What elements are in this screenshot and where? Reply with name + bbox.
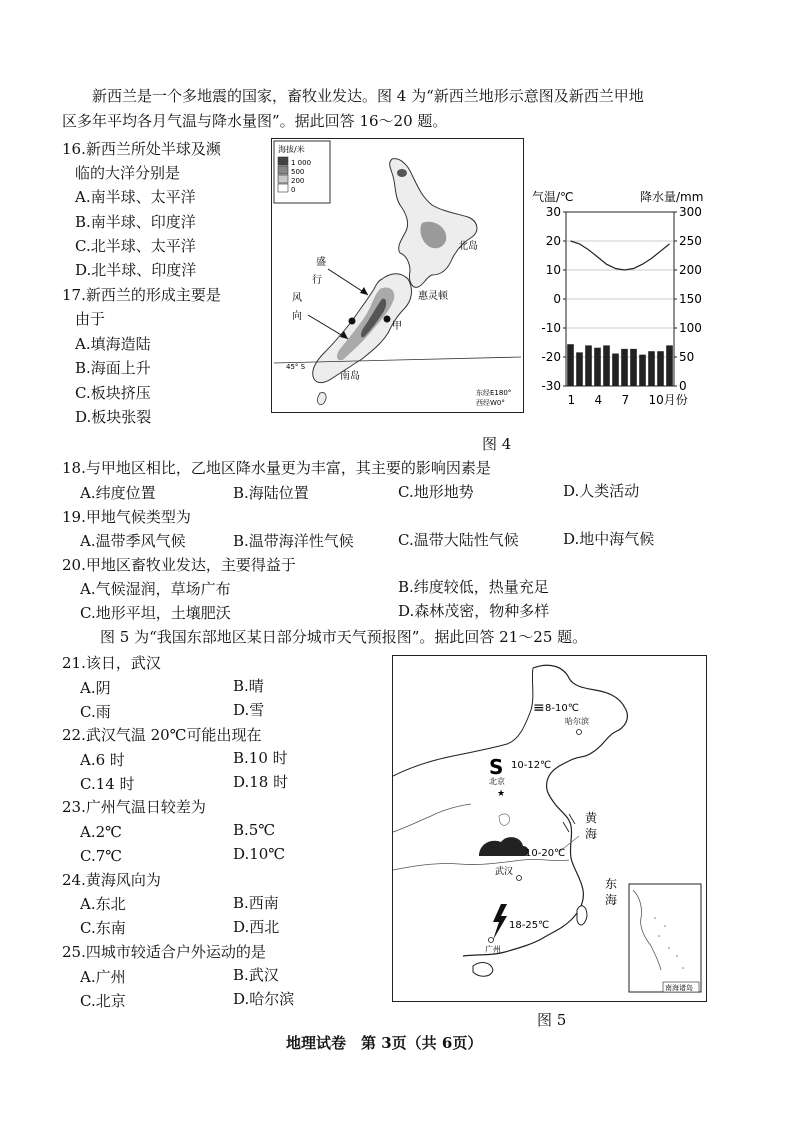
temperature-tick-label: -30 — [541, 379, 561, 393]
temperature-tick-label: -20 — [541, 350, 561, 364]
precipitation-bar — [639, 355, 646, 386]
q23-option-b[interactable]: B.5℃ — [233, 821, 276, 839]
q22-option-b[interactable]: B.10 时 — [233, 749, 288, 767]
north-island-peak — [397, 169, 407, 177]
q21-option-a[interactable]: A.阴 — [80, 679, 111, 697]
q20-option-a[interactable]: A.气候湿润，草场广布 — [80, 580, 231, 598]
wellington-label: 惠灵顿 — [418, 291, 448, 302]
q19-option-b[interactable]: B.温带海洋性气候 — [233, 532, 354, 550]
precipitation-tick-label: 250 — [679, 234, 702, 248]
precipitation-bar — [648, 351, 655, 386]
q19-option-c[interactable]: C.温带大陆性气候 — [398, 531, 519, 549]
climate-chart — [526, 186, 716, 412]
q23-option-c[interactable]: C.7℃ — [80, 847, 123, 865]
q25-option-b[interactable]: B.武汉 — [233, 966, 279, 984]
longitude-label-2: 西经W0° — [476, 399, 505, 407]
overcast-icon — [479, 837, 529, 856]
q17-stem-2: 由于 — [75, 310, 106, 328]
q22-option-a[interactable]: A.6 时 — [80, 751, 125, 769]
wind-barb-2 — [563, 822, 569, 832]
east-sea-label-1: 东 — [605, 877, 618, 891]
q17-option-d[interactable]: D.板块张裂 — [75, 408, 152, 426]
cloudy-icon: ≡ — [533, 700, 545, 716]
yi-point — [349, 318, 356, 325]
q25-option-c[interactable]: C.北京 — [80, 992, 126, 1010]
wind-label-2: 行 — [312, 275, 322, 286]
yellow-sea-label-2: 海 — [585, 827, 598, 841]
q16-option-b[interactable]: B.南半球、印度洋 — [75, 213, 196, 231]
north-island-label: 北岛 — [458, 241, 478, 252]
q17-option-c[interactable]: C.板块挤压 — [75, 384, 151, 402]
south-sea-label: 南海诸岛 — [665, 984, 693, 992]
q17-option-b[interactable]: B.海面上升 — [75, 359, 151, 377]
wuhan-label: 武汉 — [495, 867, 514, 877]
legend-title: 海拔/米 — [278, 145, 305, 154]
precipitation-tick-label: 200 — [679, 263, 702, 277]
legend-1000: 1 000 — [291, 159, 312, 167]
q22-option-c[interactable]: C.14 时 — [80, 775, 135, 793]
wind-label-1: 盛 — [316, 257, 326, 268]
beijing-temperature: 10-12℃ — [511, 760, 552, 771]
q24-stem: 24.黄海风向为 — [62, 871, 161, 889]
q20-option-d[interactable]: D.森林茂密，物种多样 — [398, 602, 550, 620]
wind-label-4: 向 — [292, 311, 302, 322]
china-weather-map — [392, 655, 707, 1002]
q22-option-d[interactable]: D.18 时 — [233, 773, 289, 791]
precipitation-tick-label: 0 — [679, 379, 687, 393]
q17-option-a[interactable]: A.填海造陆 — [75, 335, 151, 353]
china-weather-map-svg — [393, 656, 706, 1001]
q23-option-d[interactable]: D.10℃ — [233, 845, 286, 863]
yellow-river — [393, 804, 471, 832]
yellow-sea-label-1: 黄 — [585, 811, 598, 825]
q18-option-c[interactable]: C.地形地势 — [398, 483, 474, 501]
temperature-tick-label: 20 — [545, 234, 561, 248]
q16-option-c[interactable]: C.北半球、太平洋 — [75, 237, 196, 255]
figure-4-caption: 图 4 — [482, 435, 512, 453]
q25-stem: 25.四城市较适合户外运动的是 — [62, 943, 266, 961]
q19-option-a[interactable]: A.温带季风气候 — [80, 532, 186, 550]
wuhan-temperature: 10-20℃ — [525, 848, 566, 859]
q25-option-d[interactable]: D.哈尔滨 — [233, 990, 295, 1008]
precipitation-bar — [576, 352, 583, 386]
precipitation-bar — [666, 345, 673, 386]
temperature-tick-label: 10 — [545, 263, 561, 277]
yangtze-river — [393, 859, 569, 870]
month-label: 7 — [621, 393, 630, 407]
hainan-island — [473, 963, 493, 977]
temperature-tick-label: 30 — [545, 205, 561, 219]
q21-stem: 21.该日，武汉 — [62, 654, 161, 672]
q24-option-a[interactable]: A.东北 — [80, 895, 126, 913]
month-label: 1 — [567, 393, 576, 407]
legend-swatch-0 — [278, 184, 288, 192]
precipitation-bar — [585, 345, 592, 386]
q18-stem: 18.与甲地区相比，乙地区降水量更为丰富，其主要的影响因素是 — [62, 459, 491, 477]
guangzhou-dot — [489, 938, 494, 943]
wuhan-dot — [517, 876, 522, 881]
precipitation-bar — [594, 348, 601, 386]
page-footer: 地理试卷 第 3页（共 6页） — [286, 1034, 483, 1052]
precipitation-bar — [612, 354, 619, 386]
figure-5-intro: 图 5 为“我国东部地区某日部分城市天气预报图”。据此回答 21～25 题。 — [100, 628, 588, 646]
precipitation-tick-label: 50 — [679, 350, 695, 364]
harbin-temperature: 8-10℃ — [545, 703, 579, 714]
beijing-label: 北京 — [489, 777, 505, 786]
climate-chart-svg — [526, 186, 716, 412]
precipitation-bar — [621, 349, 628, 386]
q16-option-d[interactable]: D.北半球、印度洋 — [75, 261, 197, 279]
q25-option-a[interactable]: A.广州 — [80, 968, 126, 986]
east-sea-label-2: 海 — [605, 893, 618, 907]
harbin-label: 哈尔滨 — [565, 717, 589, 726]
taiwan-island — [577, 906, 587, 925]
q18-option-b[interactable]: B.海陆位置 — [233, 484, 309, 502]
intro-line-1: 新西兰是一个多地震的国家，畜牧业发达。图 4 为“新西兰地形示意图及新西兰甲地 — [92, 87, 644, 105]
q17-stem-1: 17.新西兰的形成主要是 — [62, 286, 221, 304]
q24-option-c[interactable]: C.东南 — [80, 919, 126, 937]
q19-stem: 19.甲地气候类型为 — [62, 508, 191, 526]
q24-option-d[interactable]: D.西北 — [233, 918, 280, 936]
thunderstorm-icon — [493, 904, 507, 940]
precipitation-tick-label: 100 — [679, 321, 702, 335]
precipitation-bar — [630, 349, 637, 386]
q21-option-c[interactable]: C.雨 — [80, 703, 111, 721]
harbin-dot — [577, 730, 582, 735]
q20-option-c[interactable]: C.地形平坦，土壤肥沃 — [80, 604, 231, 622]
q23-stem: 23.广州气温日较差为 — [62, 798, 206, 816]
legend-swatch-500 — [278, 166, 288, 174]
q19-option-d[interactable]: D.地中海气候 — [563, 530, 655, 548]
latitude-45s-line — [274, 357, 521, 363]
new-zealand-map — [271, 138, 524, 413]
temperature-tick-label: -10 — [541, 321, 561, 335]
figure-5-caption: 图 5 — [537, 1011, 567, 1029]
q21-option-b[interactable]: B.晴 — [233, 677, 264, 695]
bohai-outline — [499, 814, 509, 825]
temperature-tick-label: 0 — [553, 292, 561, 306]
windy-sand-icon: S — [489, 755, 504, 779]
wind-label-3: 风 — [292, 293, 302, 304]
legend-200: 200 — [291, 177, 305, 185]
temperature-curve — [571, 241, 670, 270]
temperature-axis-title: 气温/℃ — [532, 190, 574, 204]
longitude-label-1: 东经E180° — [476, 389, 512, 397]
legend-0: 0 — [291, 186, 296, 194]
q16-stem-1: 16.新西兰所处半球及濒 — [62, 140, 221, 158]
precipitation-bar — [567, 344, 574, 386]
guangzhou-label: 广州 — [485, 945, 501, 954]
precipitation-tick-label: 150 — [679, 292, 702, 306]
precipitation-tick-label: 300 — [679, 205, 702, 219]
capital-star-icon: ★ — [497, 789, 506, 799]
precipitation-bar — [603, 345, 610, 386]
precipitation-bar — [657, 351, 664, 386]
intro-line-2: 区多年平均各月气温与降水量图”。据此回答 16～20 题。 — [62, 112, 448, 130]
guangzhou-temperature: 18-25℃ — [509, 920, 550, 931]
latitude-45s-label: 45° S — [286, 363, 306, 371]
legend-swatch-200 — [278, 175, 288, 183]
new-zealand-map-svg — [272, 139, 523, 412]
month-label: 10月份 — [648, 393, 688, 407]
q20-option-b[interactable]: B.纬度较低，热量充足 — [398, 578, 549, 596]
q21-option-d[interactable]: D.雪 — [233, 701, 265, 719]
q22-stem: 22.武汉气温 20℃可能出现在 — [62, 726, 262, 744]
jia-label: 甲 — [392, 321, 402, 332]
month-label: 4 — [594, 393, 603, 407]
south-island-label: 南岛 — [340, 371, 360, 382]
q24-option-b[interactable]: B.西南 — [233, 894, 279, 912]
month-axis-labels — [568, 393, 688, 407]
legend-swatch-1000 — [278, 157, 288, 165]
q18-option-d[interactable]: D.人类活动 — [563, 482, 640, 500]
q16-stem-2: 临的大洋分别是 — [75, 164, 181, 182]
jia-point — [384, 316, 391, 323]
q23-option-a[interactable]: A.2℃ — [80, 823, 122, 841]
q18-option-a[interactable]: A.纬度位置 — [80, 484, 156, 502]
legend-500: 500 — [291, 168, 305, 176]
stewart-island — [317, 393, 326, 405]
q16-option-a[interactable]: A.南半球、太平洋 — [75, 188, 196, 206]
precipitation-axis-title: 降水量/mm — [640, 190, 704, 204]
q20-stem: 20.甲地区畜牧业发达，主要得益于 — [62, 556, 296, 574]
precipitation-bars — [567, 344, 673, 386]
